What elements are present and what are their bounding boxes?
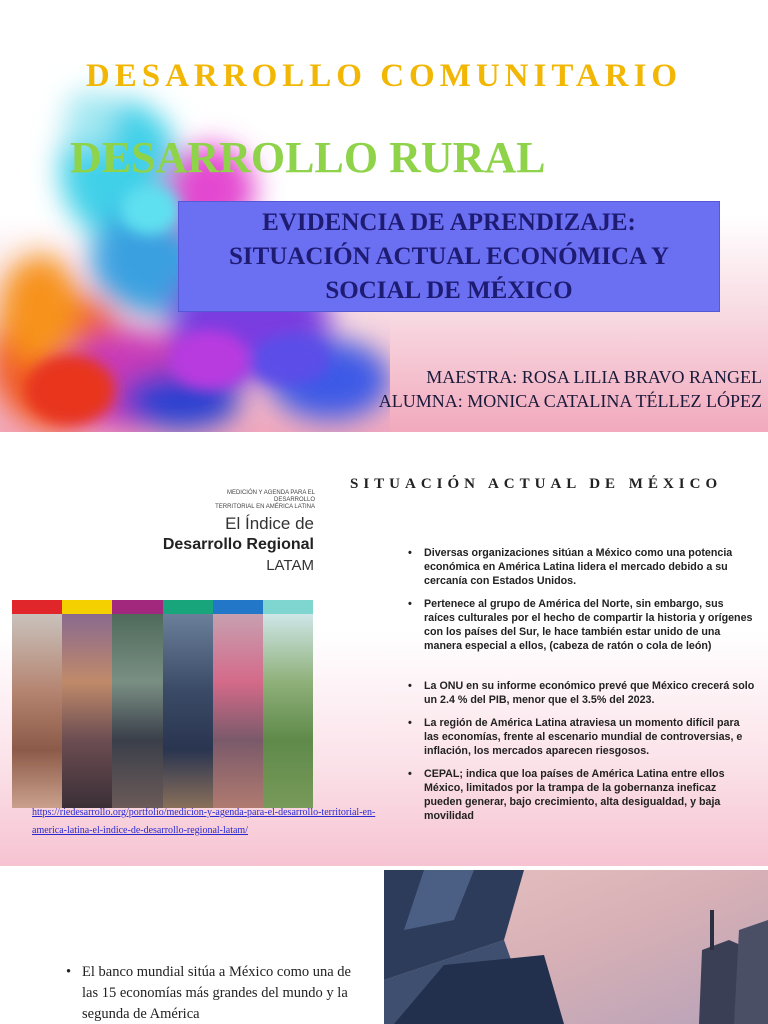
collage-stripe [12, 600, 62, 808]
slide-title: DESARROLLO RURAL [70, 133, 546, 182]
student-name: ALUMNA: MONICA CATALINA TÉLLEZ LÓPEZ [378, 391, 762, 411]
bullet-list [406, 546, 756, 832]
collage-stripe [62, 600, 112, 808]
world-bank-slide [0, 870, 768, 1024]
bullet-item [66, 962, 366, 1024]
list-item: • Diversas organizaciones sitúan a México como una potencia económica en América Latina lidera el mercado debido a su cercanía con Estados Unidos. [406, 546, 756, 588]
list-item: • Pertenece al grupo de América del Norte, sin embargo, sus raíces culturales por el hecho de compartir la historia y orígenes con los países del Sur, le hace también estar unido de una manera especial a ellos, (cabeza de ratón o cola de león) [406, 597, 756, 653]
cover-title-line: Desarrollo Regional [162, 536, 314, 553]
subtitle-box [178, 201, 720, 312]
slide-title: SITUACIÓN ACTUAL DE MÉXICO [350, 476, 723, 492]
collage-stripe [263, 600, 313, 808]
cover-header [205, 490, 315, 511]
collage-stripe [112, 600, 162, 808]
cover-header-line: MEDICIÓN Y AGENDA PARA EL DESARROLLO [226, 490, 315, 503]
collage-stripe [163, 600, 213, 808]
source-link[interactable]: https://riedesarrollo.org/portfolio/medicion-y-agenda-para-el-desarrollo-territorial-en-america-latina-el-indice-de-desarrollo-regional-latam/ [32, 807, 376, 836]
bullet-icon: • [66, 964, 72, 980]
list-item: • La ONU en su informe económico prevé que México crecerá solo un 2.4 % del PIB, menor que el 3.5% del 2023. [406, 679, 756, 707]
subtitle-line: SOCIAL DE MÉXICO [325, 276, 573, 304]
collage-stripe [213, 600, 263, 808]
title-slide [0, 0, 768, 432]
cover-header-line: TERRITORIAL EN AMÉRICA LATINA [215, 504, 315, 510]
author-info [379, 365, 762, 413]
list-item: • CEPAL; indica que loa países de América Latina entre ellos México, limitados por la trampa de la gobernanza ineficaz pueden generar, bajo crecimiento, alta desigualdad, y baja movilidad [406, 767, 756, 823]
list-item: • La región de América Latina atraviesa un momento difícil para las economías, frente al escenario mundial de controversias, e inflación, los mercados aparecen riesgosos. [406, 716, 756, 758]
subtitle-line: SITUACIÓN ACTUAL ECONÓMICA Y [228, 242, 670, 270]
teacher-name: MAESTRA: ROSA LILIA BRAVO RANGEL [426, 367, 762, 387]
subtitle-line: EVIDENCIA DE APRENDIZAJE: [262, 208, 636, 236]
cover-title-line: El Índice de [225, 514, 314, 533]
mexico-situation-slide [0, 440, 768, 866]
skyscrapers-image [384, 870, 768, 1024]
cover-photo-collage [12, 600, 313, 808]
slide-heading: DESARROLLO COMUNITARIO [85, 58, 683, 94]
bullet-text: El banco mundial sitúa a México como una de las 15 economías más grandes del mundo y la segunda de América [82, 964, 351, 1022]
cover-title-line: LATAM [266, 557, 314, 574]
